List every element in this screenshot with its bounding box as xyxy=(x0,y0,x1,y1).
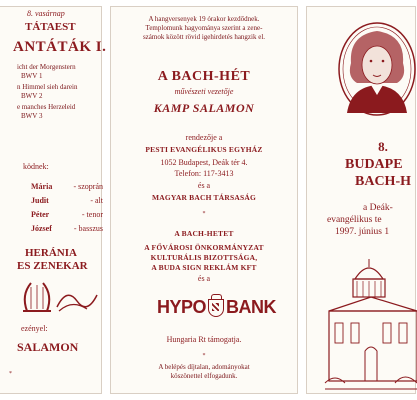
organizer-label: rendezője a xyxy=(185,133,223,142)
church-name: PESTI EVANGÉLIKUS EGYHÁZ xyxy=(145,145,263,154)
conductor-name: SALAMON xyxy=(17,340,79,354)
venue-line: evangélikus te xyxy=(327,215,382,225)
soloist-role: - alt xyxy=(90,196,103,205)
orchestra-line: ES ZENEKAR xyxy=(17,260,88,272)
bullet-ornament: * xyxy=(9,371,12,377)
director-label: művészeti vezetője xyxy=(174,87,234,96)
logo-text: BANK xyxy=(226,297,277,317)
bullet-ornament: * xyxy=(202,353,206,359)
soloist-name: József xyxy=(31,224,52,233)
logo-text: HYPO xyxy=(157,297,207,317)
soloist-row xyxy=(31,209,103,220)
work-item: BWV 1 xyxy=(21,72,43,80)
work-item: BWV 3 xyxy=(21,112,43,120)
soloist-row xyxy=(31,181,103,192)
soloist-row xyxy=(31,195,103,206)
soloist-name: Judit xyxy=(31,196,49,205)
soloist-list xyxy=(31,181,103,234)
concert-heading: TÁTAEST xyxy=(25,21,76,33)
work-item: icht der Morgenstern xyxy=(17,63,76,71)
admission-note: A belépés díjtalan, adományokat köszönettel elfogadunk. xyxy=(158,363,250,380)
soloists-label: ködnek: xyxy=(23,162,49,171)
soloist-row xyxy=(31,223,103,234)
right-panel xyxy=(306,6,416,394)
sponsor-support-note: Hungaria Rt támogatja. xyxy=(166,335,242,344)
festival-number: 8. xyxy=(378,139,388,154)
bach-week-title: A BACH-HÉT xyxy=(157,69,251,84)
concert-time-note: A hangversenyek 19 órakor kezdődnek. Templomunk hagyománya szerint a zene- számok között rövid igehirdetés hangzik el. xyxy=(142,15,266,41)
concert-title: ANTÁTÁK I. xyxy=(13,39,107,55)
soloist-role: - basszus xyxy=(73,224,103,233)
left-panel xyxy=(0,6,107,394)
director-name: KAMP SALAMON xyxy=(153,101,255,115)
middle-panel xyxy=(110,6,298,394)
conductor-label: ezényel: xyxy=(21,324,48,333)
soloist-name: Péter xyxy=(31,210,50,219)
church-building-icon xyxy=(325,253,417,393)
bullet-ornament: * xyxy=(202,211,206,217)
festival-title-line: BUDAPE xyxy=(345,157,403,172)
venue-line: a Deák- xyxy=(363,203,393,213)
concert-date: 8. vasárnap xyxy=(27,9,65,18)
and-label: és a xyxy=(197,274,211,283)
soloist-role: - tenor xyxy=(81,210,103,219)
work-list xyxy=(17,63,77,121)
sponsor-intro: A BACH-HETET xyxy=(174,229,234,238)
church-phone: Telefon: 117-3413 xyxy=(174,169,234,178)
orchestra-line: HERÁNIA xyxy=(25,247,77,259)
bach-portrait-icon xyxy=(337,21,417,117)
work-item: BWV 2 xyxy=(21,92,43,100)
work-item: n Himmel sieh darein xyxy=(17,83,78,91)
orchestra-name xyxy=(17,247,88,273)
sponsor-line: A BUDA SIGN REKLÁM KFT xyxy=(151,263,257,272)
sponsor-line: A FŐVÁROSI ÖNKORMÁNYZAT xyxy=(144,243,264,252)
church-address: 1052 Budapest, Deák tér 4. xyxy=(160,158,248,167)
date-line: 1997. június 1 xyxy=(335,227,390,237)
sponsor-line: KULTURÁLIS BIZOTTSÁGA, xyxy=(150,253,258,262)
festival-title-line: BACH-H xyxy=(355,174,411,189)
crest-icon xyxy=(208,299,224,317)
and-label: és a xyxy=(197,181,211,190)
hypobank-logo xyxy=(157,297,276,318)
soloist-name: Mária xyxy=(31,182,53,191)
soloist-role: - szoprán xyxy=(73,182,103,191)
lyre-ornament-icon xyxy=(17,277,97,317)
society-name: MAGYAR BACH TÁRSASÁG xyxy=(151,193,257,202)
work-item: e manches Herzeleid xyxy=(17,103,76,111)
